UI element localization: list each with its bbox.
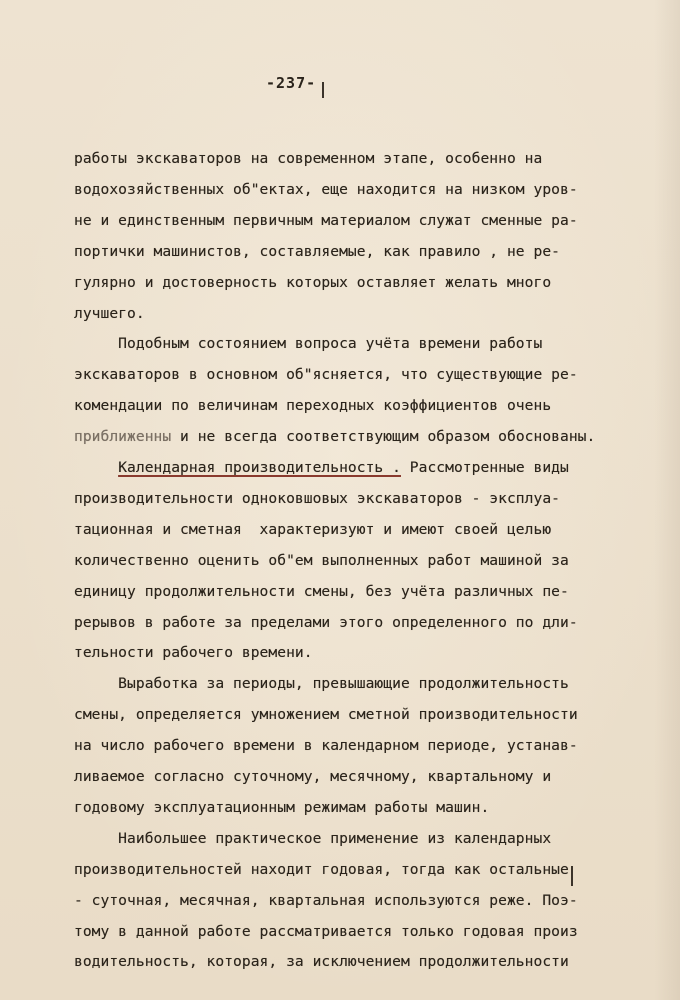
- text-segment: Выработка за периоды, превышающие продолжительность: [74, 675, 569, 693]
- text-segment: Рассмотренные виды: [400, 459, 569, 476]
- text-segment: Подобным состоянием вопроса учёта времени работы: [74, 335, 543, 353]
- text-line: [74, 305, 145, 322]
- text-line: [74, 335, 542, 352]
- text-segment: единицу продолжительности смены, без учёта различных пе-: [74, 582, 569, 600]
- text-line: [74, 366, 578, 383]
- text-line: [74, 181, 578, 198]
- text-segment: ливаемое согласно суточному, месячному, квартальному и: [74, 768, 552, 785]
- text-segment: водохозяйственных об"ектах, еще находится на низком уров-: [74, 180, 578, 198]
- text-line: [74, 737, 578, 754]
- text-line: [74, 830, 551, 847]
- text-line: [74, 521, 551, 538]
- page-number: -237-: [266, 74, 317, 92]
- text-segment: рерывов в работе за пределами этого определенного по дли-: [74, 613, 578, 631]
- section-heading: Календарная производительность .: [118, 459, 401, 476]
- text-line: [74, 459, 569, 476]
- text-segment: [74, 459, 118, 476]
- text-segment: водительность, которая, за исключением продолжительности: [74, 953, 569, 971]
- page-edge-shadow: [654, 0, 680, 1000]
- text-segment: производительностей находит годовая, тогда как остальные: [74, 860, 569, 878]
- text-segment: смены, определяется умножением сметной производительности: [74, 706, 578, 724]
- text-segment: количественно оценить об"ем выполненных работ машиной за: [74, 551, 569, 569]
- text-line: [74, 243, 560, 260]
- text-segment: и не всегда соответствующим образом обоснованы.: [171, 428, 596, 446]
- text-line: [74, 428, 595, 445]
- text-segment: гулярно и достоверность которых оставляет желать много: [74, 273, 552, 291]
- text-segment: годовому эксплуатационным режимам работы машин.: [74, 798, 490, 816]
- text-segment: - суточная, месячная, квартальная используются реже. Поэ-: [74, 891, 578, 909]
- text-line: [74, 768, 551, 785]
- text-line: [74, 212, 578, 229]
- text-segment: Наибольшее практическое применение из календарных: [74, 829, 552, 847]
- right-margin-mark: [571, 866, 573, 886]
- text-line: [74, 552, 569, 569]
- text-line: [74, 953, 569, 970]
- text-line: [74, 150, 542, 167]
- text-line: [74, 675, 569, 692]
- text-segment: экскаваторов в основном об"ясняется, что существующие ре-: [74, 366, 578, 384]
- text-line: [74, 706, 578, 723]
- text-line: [74, 614, 578, 631]
- text-segment: лучшего.: [74, 304, 145, 322]
- text-line: [74, 923, 578, 940]
- text-line: [74, 861, 569, 878]
- text-line: [74, 583, 569, 600]
- text-line: [74, 490, 560, 507]
- text-line: [74, 892, 578, 909]
- text-segment: производительности одноковшовых экскаваторов - эксплуа-: [74, 489, 560, 507]
- text-segment: приближенны: [74, 428, 172, 446]
- text-segment: тационная и сметная характеризуют и имеют своей целью: [74, 520, 552, 538]
- page-number-mark: [322, 82, 324, 98]
- text-line: [74, 644, 313, 661]
- text-segment: работы экскаваторов на современном этапе, особенно на: [74, 150, 543, 167]
- text-line: [74, 274, 551, 291]
- text-segment: тому в данной работе рассматривается только годовая произ: [74, 922, 578, 940]
- text-segment: на число рабочего времени в календарном периоде, устанав-: [74, 737, 578, 755]
- text-segment: тельности рабочего времени.: [74, 644, 313, 662]
- text-segment: портички машинистов, составляемые, как правило , не ре-: [74, 242, 560, 260]
- text-segment: не и единственным первичным материалом служат сменные ра-: [74, 211, 578, 229]
- text-line: [74, 799, 489, 816]
- text-segment: комендации по величинам переходных коэффициентов очень: [74, 397, 552, 415]
- text-line: [74, 397, 551, 414]
